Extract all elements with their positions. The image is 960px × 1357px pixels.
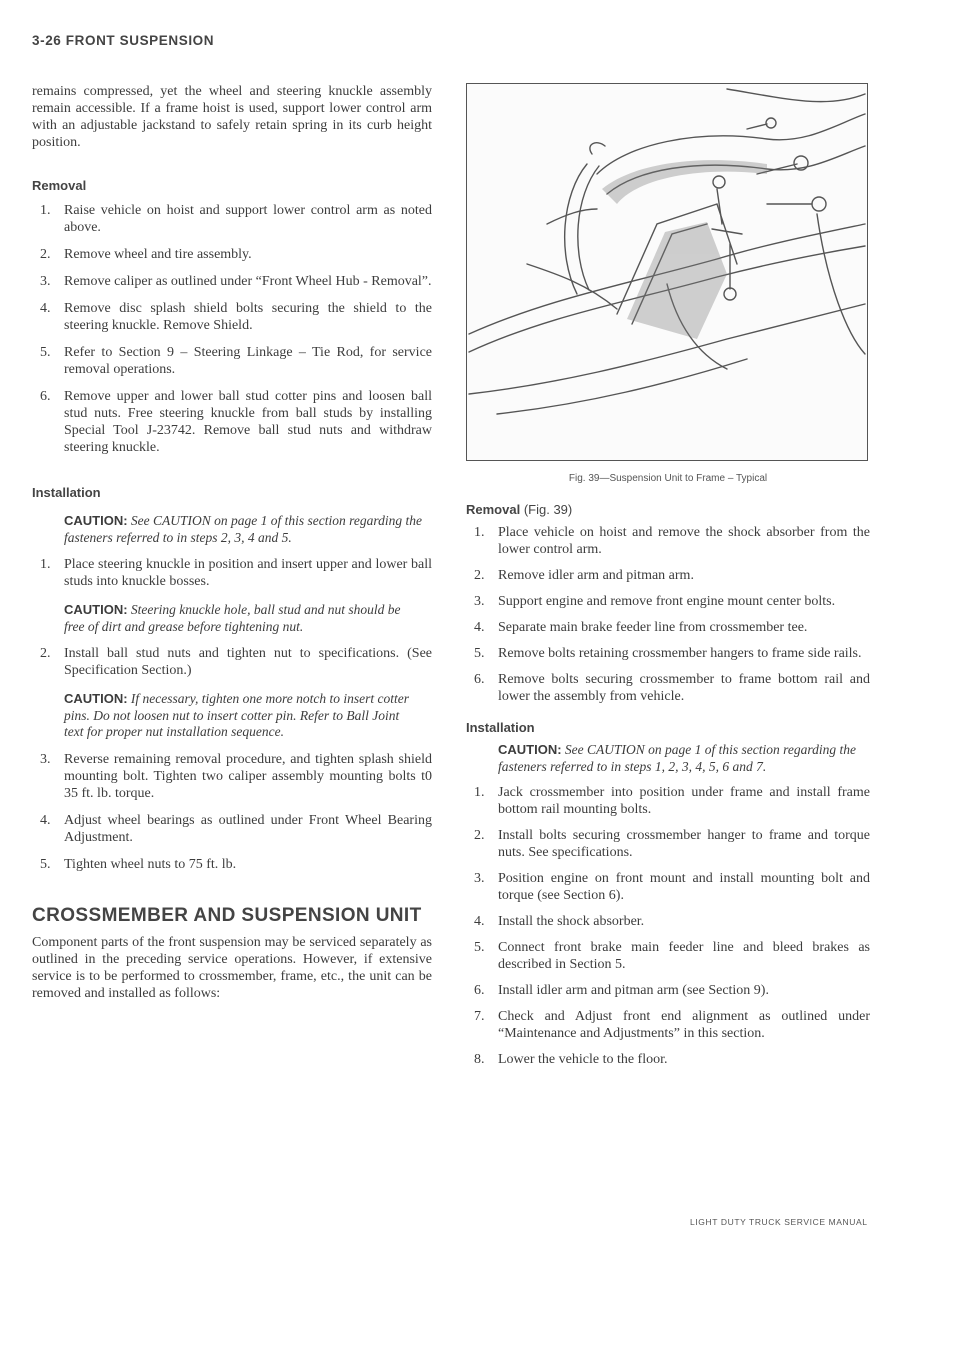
list-item: 1. Raise vehicle on hoist and support lower control arm as noted above. <box>40 203 432 235</box>
list-item: 2. Remove idler arm and pitman arm. <box>474 568 694 583</box>
intro-paragraph: remains compressed, yet the wheel and steering knuckle assembly remain accessible. If a frame hoist is used, support lower control arm with an adjustable jackstand to safely retain spring in its curb height position. <box>32 84 432 150</box>
list-item: 3. Position engine on front mount and install mounting bolt and torque (see Section 6). <box>474 871 870 903</box>
installation-heading: Installation <box>32 485 101 500</box>
list-item: 4. Install the shock absorber. <box>474 914 645 929</box>
page-header: 3-26 FRONT SUSPENSION <box>32 33 215 48</box>
list-item: 7. Check and Adjust front end alignment as outlined under “Maintenance and Adjustments” in this section. <box>474 1009 870 1041</box>
caution-note: CAUTION: If necessary, tighten one more notch to insert cotter pins. Do not loosen nut to insert cotter pin. Refer to Ball Joint text for proper nut installation sequence. <box>64 691 409 739</box>
list-item: 6. Install idler arm and pitman arm (see Section 9). <box>474 983 769 998</box>
caution-note: CAUTION: See CAUTION on page 1 of this section regarding the fasteners referred to in steps 1, 2, 3, 4, 5, 6 and 7. <box>498 742 857 774</box>
removal-steps-list <box>466 524 870 705</box>
installation-steps-list <box>466 784 870 1068</box>
removal-heading: Removal (Fig. 39) <box>466 502 573 517</box>
crossmember-heading: CROSSMEMBER AND SUSPENSION UNIT <box>32 904 422 926</box>
list-item: 3. Reverse remaining removal procedure, and tighten splash shield mounting bolt. Tighten two caliper assembly mounting bolts t0 35 ft. lb. torque. <box>40 751 432 801</box>
list-item: 1. Jack crossmember into position under frame and install frame bottom rail mounting bolts. <box>474 785 870 817</box>
list-item: 3. Remove caliper as outlined under “Front Wheel Hub - Removal”. <box>40 274 432 289</box>
left-column <box>32 83 432 1002</box>
list-item: 2. Remove wheel and tire assembly. <box>40 247 252 262</box>
list-item: 1. Place steering knuckle in position and insert upper and lower ball studs into knuckle bosses. <box>40 557 432 589</box>
list-item: 4. Separate main brake feeder line from crossmember tee. <box>474 620 808 635</box>
list-item: 5. Refer to Section 9 – Steering Linkage – Tie Rod, for service removal operations. <box>40 345 432 377</box>
right-column <box>466 83 870 1068</box>
list-item: 2. Install ball stud nuts and tighten nut to specifications. (See Specification Section.) <box>40 646 432 678</box>
installation-steps-list <box>32 751 432 873</box>
list-item: 6. Remove upper and lower ball stud cotter pins and loosen ball stud nuts. Free steering knuckle from ball studs by installing Special Tool J-23742. Remove ball stud nuts and withdraw steering knuckle. <box>40 389 432 455</box>
list-item: 6. Remove bolts securing crossmember to frame bottom rail and lower the assembly from vehicle. <box>474 672 870 704</box>
list-item: 8. Lower the vehicle to the floor. <box>474 1052 668 1067</box>
installation-step-1 <box>32 556 432 590</box>
list-item: 5. Connect front brake main feeder line and bleed brakes as described in Section 5. <box>474 940 870 972</box>
suspension-illustration <box>467 84 867 460</box>
installation-heading: Installation <box>466 720 535 735</box>
list-item: 1. Place vehicle on hoist and remove the shock absorber from the lower control arm. <box>474 525 870 557</box>
caution-note: CAUTION: See CAUTION on page 1 of this section regarding the fasteners referred to in steps 2, 3, 4 and 5. <box>64 513 423 545</box>
list-item: 4. Adjust wheel bearings as outlined under Front Wheel Bearing Adjustment. <box>40 812 432 845</box>
figure-suspension-unit <box>466 83 868 461</box>
list-item: 3. Support engine and remove front engine mount center bolts. <box>474 594 836 609</box>
figure-caption: Fig. 39—Suspension Unit to Frame – Typical <box>568 473 768 484</box>
removal-steps-list <box>32 202 432 456</box>
list-item: 5. Remove bolts retaining crossmember hangers to frame side rails. <box>474 646 862 661</box>
crossmember-paragraph: Component parts of the front suspension may be serviced separately as outlined in the preceding service operations. However, if extensive service is to be performed to crossmember, frame, etc., the unit can be removed and installed as follows: <box>32 934 432 1001</box>
page-footer: LIGHT DUTY TRUCK SERVICE MANUAL <box>690 1217 868 1227</box>
caution-note: CAUTION: Steering knuckle hole, ball stud and nut should be free of dirt and grease before tightening nut. <box>64 602 401 634</box>
list-item: 5. Tighten wheel nuts to 75 ft. lb. <box>40 856 237 872</box>
removal-heading: Removal <box>32 178 87 193</box>
list-item: 2. Install bolts securing crossmember hanger to frame and torque nuts. See specifications. <box>474 828 870 860</box>
installation-step-2 <box>32 645 432 679</box>
list-item: 4. Remove disc splash shield bolts securing the shield to the steering knuckle. Remove Shield. <box>40 301 432 333</box>
